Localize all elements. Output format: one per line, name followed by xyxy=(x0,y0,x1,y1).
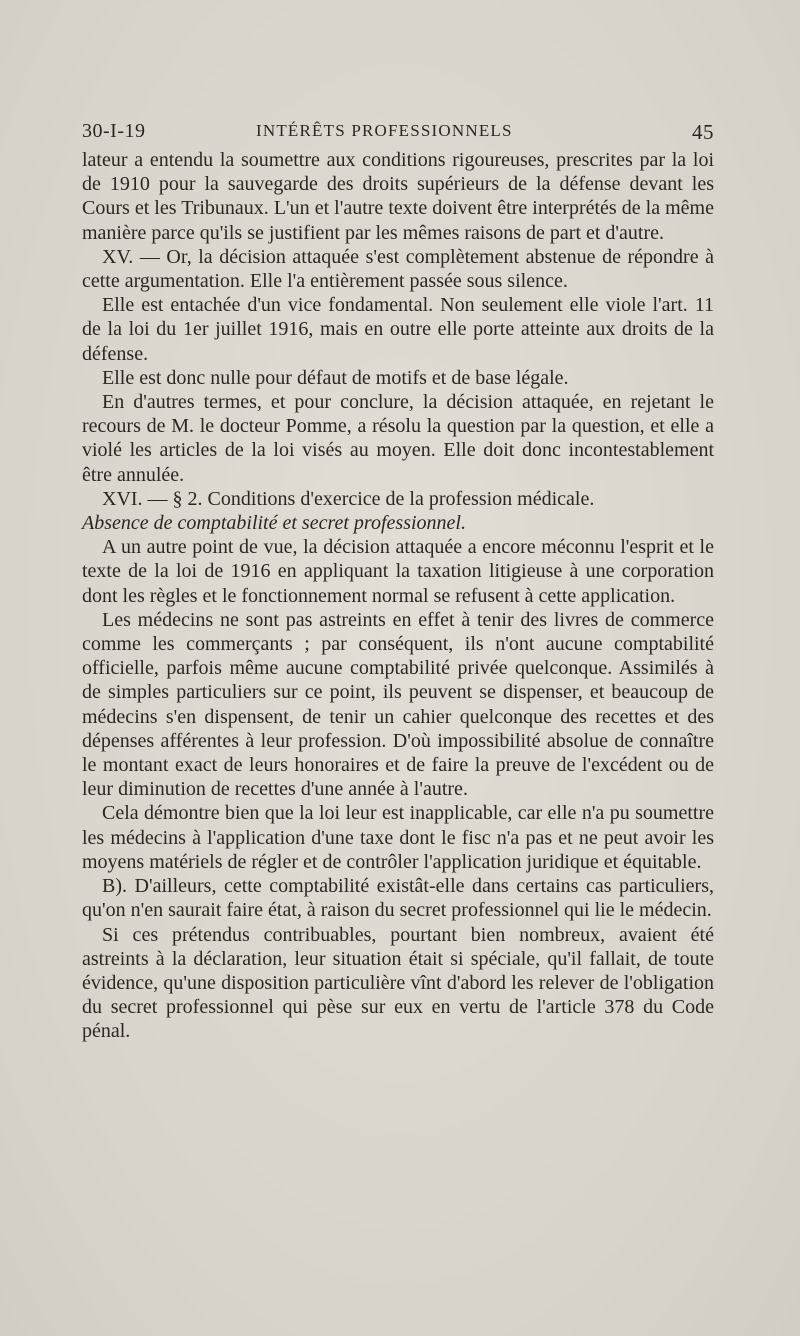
book-page xyxy=(82,116,714,1044)
paragraph: lateur a entendu la soumettre aux conditions rigoureuses, prescrites par la loi de 1910 pour la sauvegarde des droits supérieurs de la défense devant les Cours et les Tribunaux. L'un et l'autre texte doivent être interprétés de la même manière parce qu'ils se justifient par les mêmes raisons de part et d'autre. xyxy=(82,149,714,244)
paragraph: Si ces prétendus contribuables, pourtant bien nombreux, avaient été astreints à la déclaration, leur situation était si spéciale, qu'il fallait, de toute évidence, qu'une disposition particulière vînt d'abord les relever de l'obligation du secret professionnel qui pèse sur eux en vertu de l'article 378 du Code pénal. xyxy=(82,923,714,1043)
paragraph: XV. — Or, la décision attaquée s'est complètement abstenue de répondre à cette argumentation. Elle l'a entièrement passée sous silence. xyxy=(82,245,714,293)
paragraph: Cela démontre bien que la loi leur est inapplicable, car elle n'a pu soumettre les médecins à l'application d'une taxe dont le fisc n'a pas et ne peut avoir les moyens matériels de régler et de contrôler l'application juridique et équitable. xyxy=(82,802,714,873)
paragraph: Les médecins ne sont pas astreints en effet à tenir des livres de commerce comme les commerçants ; par conséquent, ils n'ont aucune comptabilité officielle, parfois même aucune comptabilité privée quelconque. Assimilés à de simples particuliers sur ce point, ils peuvent se dispenser, et beaucoup de médecins s'en dispensent, de tenir un cahier quelconque des recettes et des dépenses afférentes à leur profession. D'où impossibilité absolue de connaître le montant exact de leurs honoraires et de faire la preuve de l'excédent ou de leur diminution de recettes d'une année à l'autre. xyxy=(82,608,714,801)
paragraph: Elle est entachée d'un vice fondamental. Non seulement elle viole l'art. 11 de la loi du 1er juillet 1916, mais en outre elle porte atteinte aux droits de la défense. xyxy=(82,294,714,365)
paragraph: A un autre point de vue, la décision attaquée a encore méconnu l'esprit et le texte de la loi de 1916 en appliquant la taxation litigieuse à une corporation dont les règles et le fonctionnement normal se refusent à cette application. xyxy=(82,536,714,607)
running-header xyxy=(82,116,714,146)
section-title: INTÉRÊTS PROFESSIONNELS xyxy=(256,121,513,140)
issue-date: 30-I-19 xyxy=(82,120,146,142)
paragraph: En d'autres termes, et pour conclure, la décision attaquée, en rejetant le recours de M. le docteur Pomme, a résolu la question par la question, et elle a violé les articles de la loi visés au moyen. Elle doit donc incontestablement être annulée. xyxy=(82,391,714,486)
body-text xyxy=(82,148,714,1044)
section-heading: XVI. — § 2. Conditions d'exercice de la profession médicale. xyxy=(102,487,595,510)
section-subheading: Absence de comptabilité et secret professionnel. xyxy=(82,512,466,535)
paragraph: Elle est donc nulle pour défaut de motifs et de base légale. xyxy=(102,366,569,389)
paragraph: B). D'ailleurs, cette comptabilité existât-elle dans certains cas particuliers, qu'on n'en saurait faire état, à raison du secret professionnel qui lie le médecin. xyxy=(82,875,714,922)
page-number: 45 xyxy=(692,120,714,144)
